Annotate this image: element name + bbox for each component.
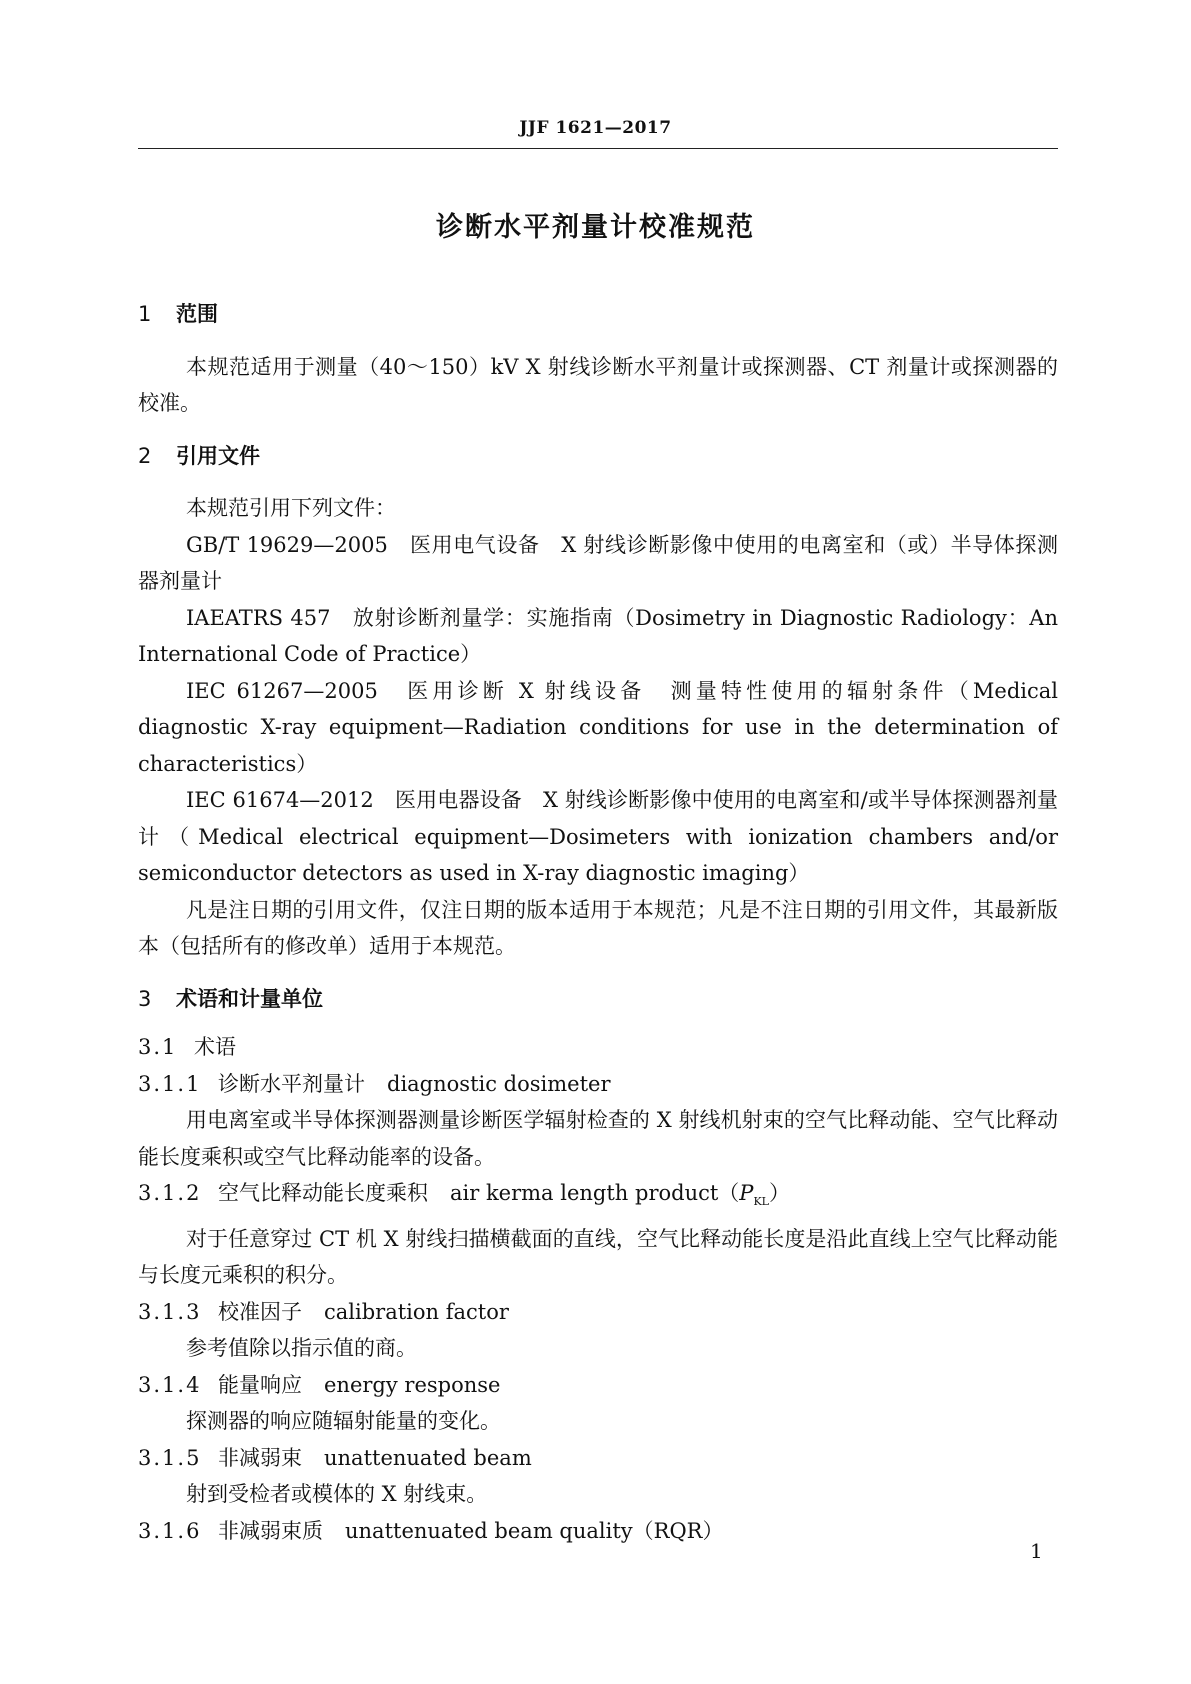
section-title: 引用文件 — [176, 443, 260, 468]
term-definition: 用电离室或半导体探测器测量诊断医学辐射检查的 X 射线机射束的空气比释动能、空气比释动能长度乘积或空气比释动能率的设备。 — [138, 1108, 1058, 1169]
section-title: 范围 — [176, 302, 218, 326]
term-chinese: 能量响应 — [218, 1372, 302, 1397]
term-english: calibration factor — [324, 1299, 509, 1324]
references-intro: 本规范引用下列文件： — [186, 496, 396, 520]
term-heading — [138, 1367, 1058, 1404]
term-english-end: ） — [768, 1181, 790, 1205]
page-title: 诊断水平剂量计校准规范 — [436, 212, 755, 243]
term-definition: 探测器的响应随辐射能量的变化。 — [186, 1409, 501, 1434]
term-number: 3.1.6 — [138, 1518, 202, 1543]
term-number: 3.1.5 — [138, 1445, 202, 1470]
subsection-number: 3.1 — [138, 1035, 178, 1059]
reference-item: IAEATRS 457 放射诊断剂量学：实施指南（Dosimetry in Diagnostic Radiology：An International Code of Practice） — [138, 605, 1058, 666]
term-number: 3.1.1 — [138, 1071, 202, 1096]
term-english: air kerma length product（ — [450, 1181, 740, 1205]
section-number: 3 — [138, 986, 152, 1011]
term-english: unattenuated beam quality（RQR） — [345, 1518, 724, 1543]
term-chinese: 非减弱束质 — [218, 1518, 323, 1543]
term-definition: 射到受检者或模体的 X 射线束。 — [186, 1482, 488, 1507]
term-heading — [138, 1440, 1058, 1477]
term-chinese: 非减弱束 — [218, 1445, 302, 1470]
page-number: 1 — [1030, 1539, 1043, 1563]
section-1-heading — [138, 296, 1058, 333]
term-definition: 参考值除以指示值的商。 — [186, 1336, 417, 1361]
section-number: 2 — [138, 443, 152, 468]
term-heading — [138, 1175, 1058, 1221]
term-english: diagnostic dosimeter — [387, 1071, 611, 1096]
term-chinese: 诊断水平剂量计 — [218, 1071, 365, 1096]
subsection-heading — [138, 1029, 1058, 1066]
section-3-heading — [138, 981, 1058, 1018]
term-heading — [138, 1513, 1058, 1550]
term-english: energy response — [324, 1372, 501, 1397]
term-symbol-subscript: KL — [753, 1195, 769, 1209]
term-definition: 对于任意穿过 CT 机 X 射线扫描横截面的直线，空气比释动能长度是沿此直线上空气比释动能与长度元乘积的积分。 — [138, 1226, 1058, 1288]
subsection-title: 术语 — [194, 1035, 236, 1059]
reference-item: GB/T 19629—2005 医用电气设备 X 射线诊断影像中使用的电离室和（或）半导体探测器剂量计 — [138, 532, 1058, 593]
term-number: 3.1.2 — [138, 1181, 202, 1205]
term-english: unattenuated beam — [324, 1445, 532, 1470]
term-symbol: P — [739, 1181, 754, 1205]
reference-item: IEC 61674—2012 医用电器设备 X 射线诊断影像中使用的电离室和/或半导体探测器剂量计（Medical electrical equipment—Dosimeters with ionization chambers and/or semiconductor detectors as used in X-ray diagnostic imaging） — [138, 788, 1058, 885]
term-number: 3.1.3 — [138, 1299, 202, 1324]
reference-item: IEC 61267—2005 医用诊断 X 射线设备 测量特性使用的辐射条件（Medical diagnostic X-ray equipment—Radiation conditions for use in the determination of characteristics） — [138, 678, 1058, 776]
term-number: 3.1.4 — [138, 1372, 202, 1397]
references-note: 凡是注日期的引用文件，仅注日期的版本适用于本规范；凡是不注日期的引用文件，其最新版本（包括所有的修改单）适用于本规范。 — [138, 897, 1058, 958]
section-2-heading — [138, 438, 1058, 475]
section-title: 术语和计量单位 — [176, 986, 323, 1011]
term-chinese: 校准因子 — [218, 1299, 302, 1324]
document-code-header: JJF 1621—2017 — [519, 118, 672, 138]
section-number: 1 — [138, 302, 152, 326]
document-body — [138, 296, 1058, 1549]
section-1-paragraph: 本规范适用于测量（40～150）kV X 射线诊断水平剂量计或探测器、CT 剂量计或探测器的校准。 — [138, 354, 1058, 415]
header-rule — [138, 148, 1058, 149]
term-heading — [138, 1294, 1058, 1331]
term-chinese: 空气比释动能长度乘积 — [218, 1181, 428, 1205]
term-heading — [138, 1066, 1058, 1103]
